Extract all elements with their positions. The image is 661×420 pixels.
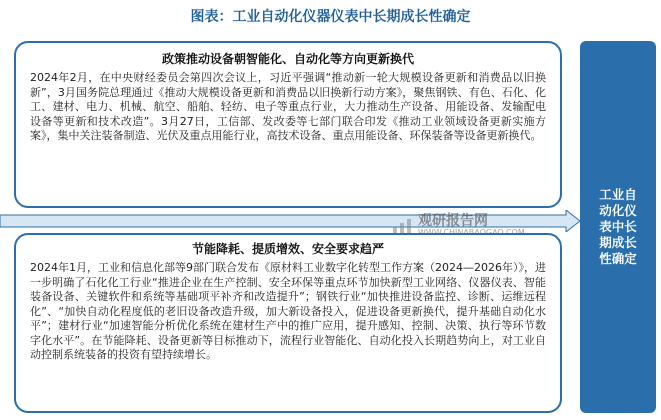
chart-logo-icon (392, 217, 412, 235)
efficiency-card-body: 2024年1月，工业和信息化部等9部门联合发布《原材料工业数字化转型工作方案（2024—2026年）》，进一步明确了石化化工行业“推进企业在生产控制、安全环保等重点环节加快新型工业网络、仪器仪表、智能装备设备、关键软件和系统等基础项平补齐和改造提升”；钢铁行业“加快推进设备监控、诊断、运维远程化”、“加快自动化程度低的老旧设备改造升级，加大新设备投入，促进设备更新换代，提升基础自动化水平”；建材行业“加速智能分析优化系统在建材生产中的推广应用，提升感知、控制、决策、执行等环节数字化水平”。在节能降耗、设备更新等目标推动下，流程行业智能化、自动化投入长期趋势向上，对工业自动控制系统装备的投资有望持续增长。 (30, 261, 546, 361)
conclusion-panel (580, 41, 656, 413)
policy-card-body: 2024年2月，在中央财经委员会第四次会议上，习近平强调“推动新一轮大规模设备更新和消费品以旧换新”，3月国务院总理通过《推动大规模设备更新和消费品以旧换新行动方案》，聚焦钢铁、有色、石化、化工、建材、电力、机械、航空、船舶、轻纺、电子等重点行业，大力推动生产设备、用能设备、发输配电设备等更新和技术改造”。3月27日，工信部、发改委等七部门联合印发《推动工业领域设备更新实施方案》，集中关注装备制造、光伏及重点用能行业，高技术设备、重点用能设备、环保装备等设备更新换代。 (30, 71, 546, 142)
efficiency-card (14, 233, 562, 413)
watermark-text: 观研报告网 (418, 213, 488, 229)
page-title: 图表：工业自动化仪器仪表中长期成长性确定 (190, 9, 471, 25)
efficiency-card-heading: 节能降耗、提质增效、安全要求趋严 (191, 242, 384, 256)
policy-card-heading: 政策推动设备朝智能化、自动化等方向更新换代 (161, 52, 414, 66)
conclusion-text: 工业自动化仪表中长期成长性确定 (599, 187, 637, 266)
policy-card (14, 41, 562, 208)
